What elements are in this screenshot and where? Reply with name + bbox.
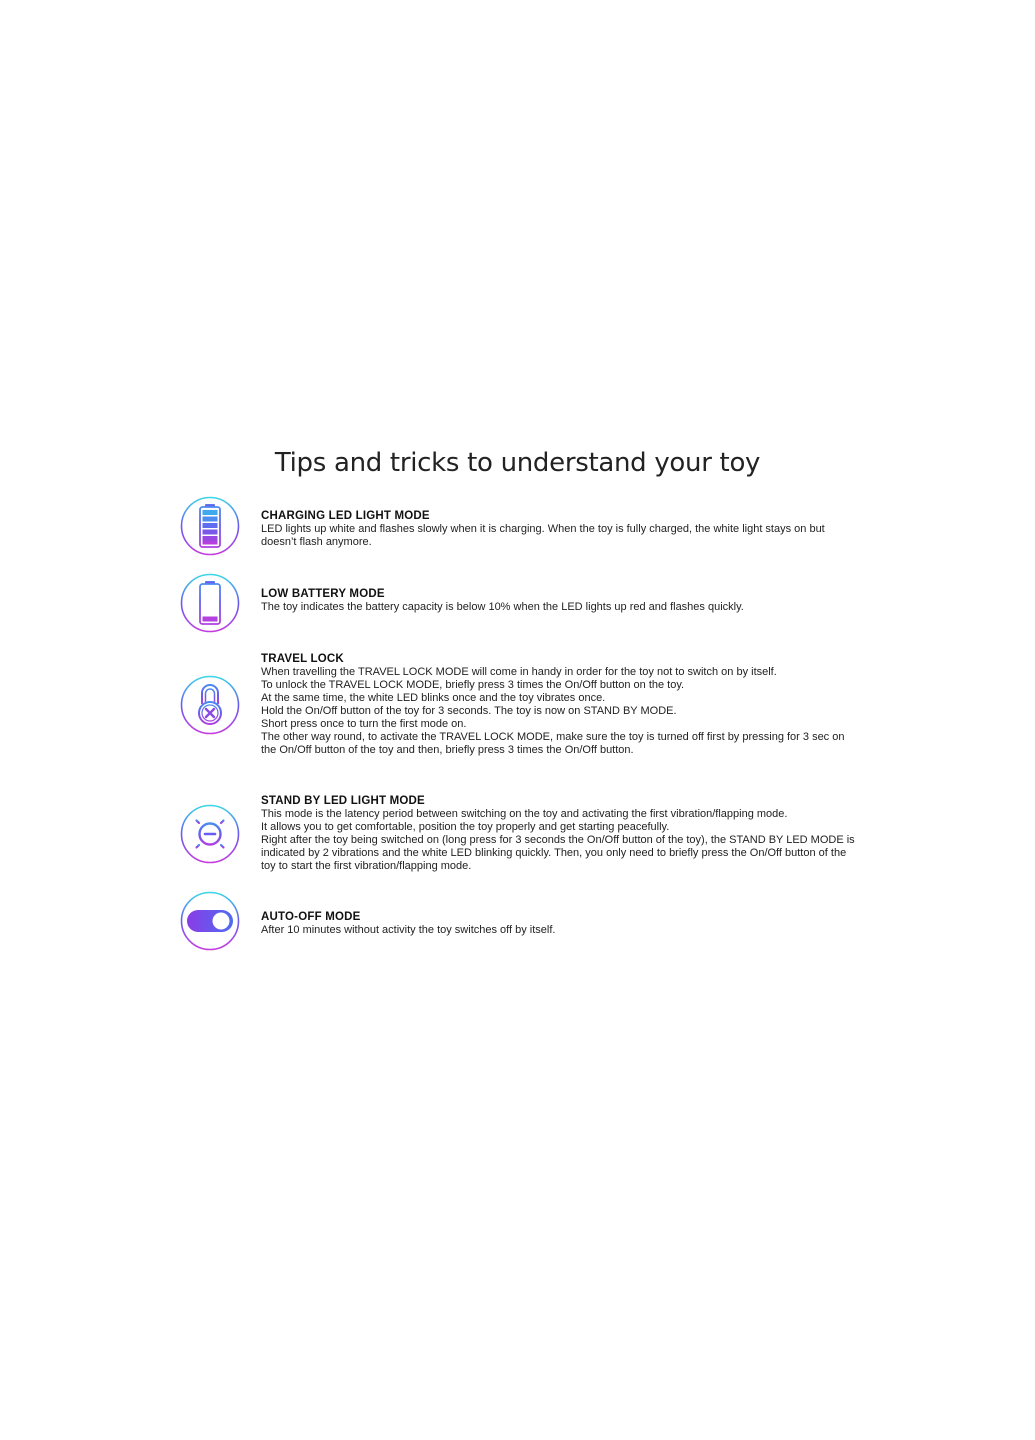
battery-low-icon — [180, 573, 240, 633]
auto-off-text-block — [261, 911, 861, 937]
section-heading: AUTO-OFF MODE — [261, 911, 361, 923]
travel-lock-text-block — [261, 653, 861, 757]
section-description — [261, 808, 861, 873]
section-heading: STAND BY LED LIGHT MODE — [261, 795, 425, 807]
charging-text-block — [261, 510, 861, 549]
standby-light-icon — [180, 804, 240, 864]
text-line: Hold the On/Off button of the toy for 3 seconds. The toy is now on STAND BY MODE. — [261, 705, 677, 717]
text-line: To unlock the TRAVEL LOCK MODE, briefly press 3 times the On/Off button on the toy. — [261, 679, 685, 691]
section-heading: TRAVEL LOCK — [261, 653, 344, 665]
section-heading: LOW BATTERY MODE — [261, 588, 385, 600]
section-description: After 10 minutes without activity the toy switches off by itself. — [261, 924, 556, 936]
battery-full-icon — [180, 496, 240, 556]
text-line: This mode is the latency period between switching on the toy and activating the first vibration/flapping mode. — [261, 808, 788, 820]
text-line: It allows you to get comfortable, position the toy properly and get starting peacefully. — [261, 821, 670, 833]
section-heading: CHARGING LED LIGHT MODE — [261, 510, 430, 522]
text-line: At the same time, the white LED blinks once and the toy vibrates once. — [261, 692, 606, 704]
section-description: LED lights up white and flashes slowly when it is charging. When the toy is fully charged, the white light stays on but doesn’t flash anymore. — [261, 523, 825, 548]
text-line: The other way round, to activate the TRAVEL LOCK MODE, make sure the toy is turned off first by pressing for 3 sec on the On/Off button of the toy and then, briefly press 3 times the On/Off button. — [261, 731, 845, 756]
section-description — [261, 666, 861, 757]
text-line: Right after the toy being switched on (long press for 3 seconds the On/Off button of the toy), the STAND BY LED MODE is indicated by 2 vibrations and the white LED blinking quickly. Then, you only need to briefly press the On/Off button of the toy to start the first vibration/flapping mode. — [261, 834, 855, 872]
section-description: The toy indicates the battery capacity is below 10% when the LED lights up red and flashes quickly. — [261, 601, 744, 613]
low-battery-text-block — [261, 588, 861, 614]
text-line: When travelling the TRAVEL LOCK MODE will come in handy in order for the toy not to switch on by itself. — [261, 666, 777, 678]
page-title: Tips and tricks to understand your toy — [274, 448, 761, 478]
stand-by-text-block — [261, 795, 861, 873]
padlock-icon — [180, 675, 240, 735]
text-line: Short press once to turn the first mode on. — [261, 718, 467, 730]
toggle-switch-icon — [180, 891, 240, 951]
